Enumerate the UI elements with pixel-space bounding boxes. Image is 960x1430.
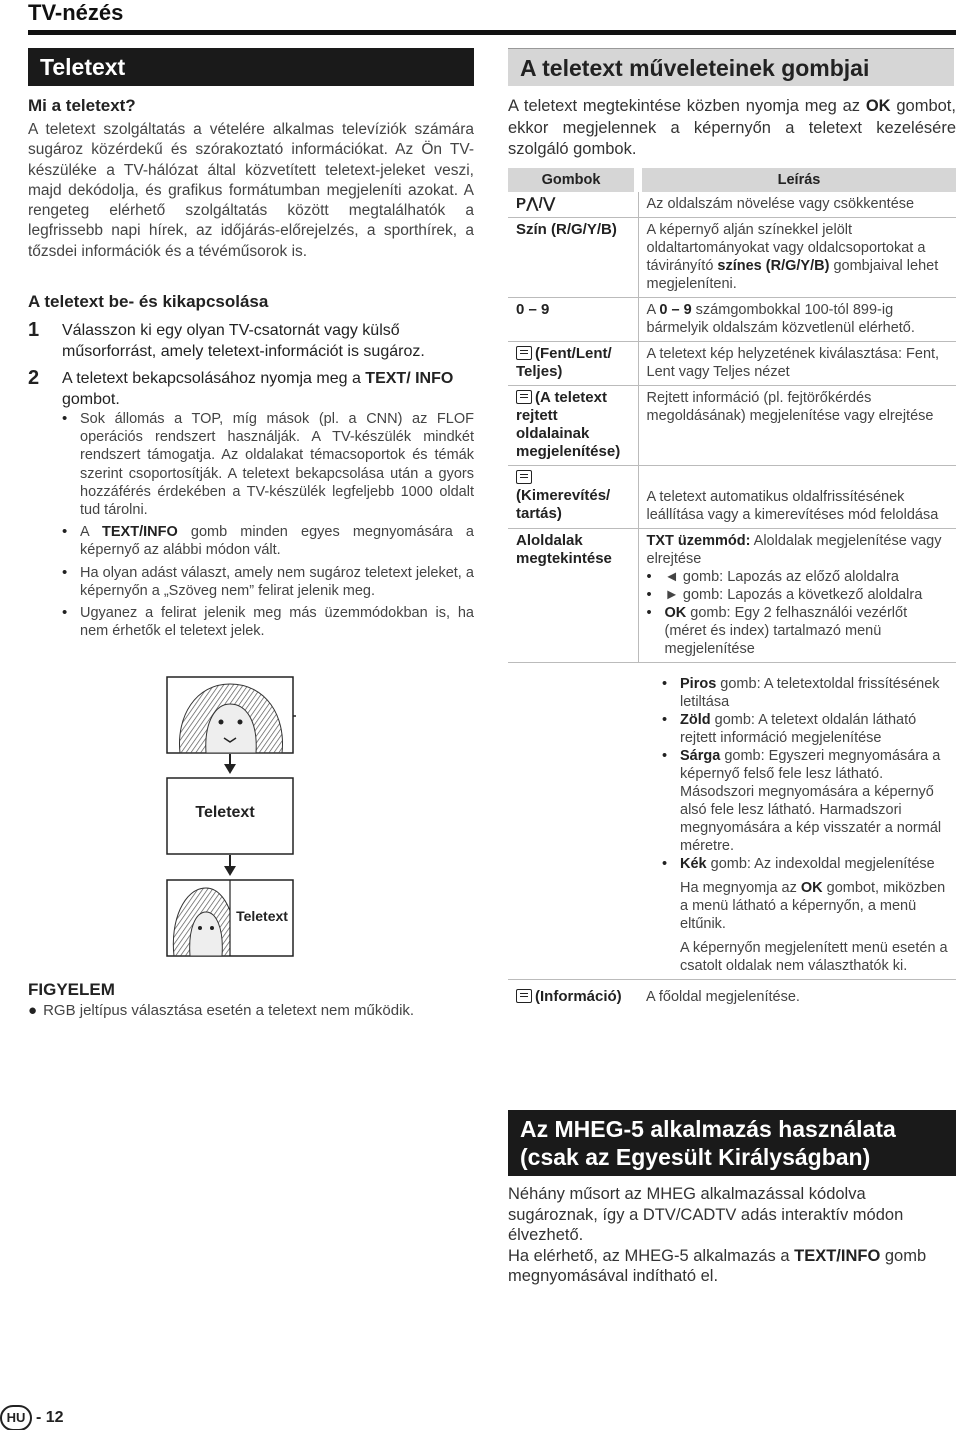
teletext-section-title: Teletext (28, 48, 474, 86)
list-item: • Kék gomb: Az indexoldal megjelenítése (662, 855, 950, 873)
list-item: • Sárga gomb: Egyszeri megnyomására a képernyő felső fele lesz látható. Másodszori megnyomására a képernyő alsó fele lesz látható. Harmadszori megnyomására a kép visszatér a normál méretre. (662, 747, 950, 855)
table-row: Aloldalak megtekintése TXT üzemmód: Aloldalak megjelenítése vagy elrejtése • ◄ gomb: Lapozás az előző aloldalra • ► gomb: Lapozás a következő aloldalra • OK gomb: Egy 2 felhasználói vezérlőt (méret és index) tartalmazó menü megjelenítése (508, 529, 956, 663)
page-footer (0, 1405, 64, 1430)
arrow-down-icon (224, 866, 236, 876)
teletext-buttons-table (508, 168, 956, 1010)
table-row: 0 – 9 A 0 – 9 számgombokkal 100-tól 899-ig bármelyik oldalszám közvetlenül elérhető. (508, 298, 956, 342)
list-item: • Zöld gomb: A teletext oldalán látható rejtett információ megjelenítése (662, 711, 950, 747)
text-info-key: TEXT/ INFO (365, 370, 454, 387)
teletext-intro-paragraph: A teletext szolgáltatás a vételére alkalmas televíziók számára sugároz közérdekű és szórakoztató információkat. Az Ön TV-készüléke a TV-hálózat által közvetített teletext-jeleket veszi, majd dekódolja, és grafikus formátumban megjeleníti azokat. A rengeteg elérhető szolgáltatás között megtalálhatók a legfrissebb napi hírek, az időjárás-előrejelzés, a sporthírek, a tőzsdei információk és a tévéműsorok is. (28, 121, 474, 260)
table-header-buttons: Gombok (508, 168, 638, 192)
list-item: • OK gomb: Egy 2 felhasználói vezérlőt (méret és index) tartalmazó menü megjelenítése (647, 604, 951, 658)
table-row: Szín (R/G/Y/B) A képernyő alján színekkel jelölt oldaltartományokat vagy oldalcsoportokat a távirányító színes (R/G/Y/B) gombjaival lehet megjeleníteni. (508, 218, 956, 298)
teletext-buttons-section-title: A teletext műveleteinek gombjai (508, 48, 954, 86)
list-item: • Ugyanez a felirat jelenik meg más üzemmódokban is, ha nem érhetők el teletext jelek. (62, 604, 474, 640)
list-item: • Piros gomb: A teletextoldal frissítésének letiltása (662, 675, 950, 711)
warning-text: ● RGB jeltípus választása esetén a teletext nem működik. (28, 1002, 415, 1019)
page-number: - 12 (36, 1409, 64, 1426)
teletext-mode-cycle-figure (166, 676, 296, 958)
list-item: • Sok állomás a TOP, míg mások (pl. a CNN) az FLOF operációs rendszert használják. A TV-készülék mindkét rendszert támogatja. Az oldalakat témacsoportok és témák szerint csoportosítják. A teletext bekapcsolása után a gyors hozzáférés érdekében a TV-készülék legfeljebb 1000 oldalt tud tárolni. (62, 410, 474, 519)
table-row: P⋀/⋁ Az oldalszám növelése vagy csökkentése (508, 192, 956, 218)
list-item: • ◄ gomb: Lapozás az előző aloldalra (647, 568, 951, 586)
figure-label-teletext: Teletext (195, 804, 255, 821)
list-item: • ► gomb: Lapozás a következő aloldalra (647, 586, 951, 604)
figure-label-teletext-split: Teletext (236, 908, 288, 924)
list-item: • Ha olyan adást választ, amely nem sugároz teletext jeleket, a képernyőn a „Szöveg nem” felirat jelenik meg. (62, 564, 474, 600)
table-row: (Kimerevítés/ tartás) A teletext automatikus oldalfrissítésének leállítása vagy a kimerevítéses mód feloldása (508, 466, 956, 529)
step-1 (28, 320, 474, 362)
teletext-buttons-intro: A teletext megtekintése közben nyomja meg az OK gombot, ekkor megjelennek a képernyőn a teletext kezelésére szolgáló gombok. (508, 97, 956, 158)
table-row: (Fent/Lent/ Teljes) A teletext kép helyzetének kiválasztása: Fent, Lent vagy Teljes nézet (508, 342, 956, 386)
position-icon (516, 346, 532, 360)
table-row: • Piros gomb: A teletextoldal frissítésének letiltása • Zöld gomb: A teletext oldalán látható rejtett információ megjelenítése • Sárga gomb: Egyszeri megnyomására a képernyő felső fele lesz látható. Másodszori megnyomására a képernyő alsó fele lesz látható. Harmadszori megnyomására a kép visszatér a normál méretre. • Kék gomb: Az indexoldal megjelenítése Ha megnyomja az OK gombot, miközben a menü látható a képernyőn, a menü eltűnik. A képernyőn megjelenített menü esetén a csatolt oldalak nem választhatók ki. (508, 663, 956, 980)
teletext-onoff-heading: A teletext be- és kikapcsolása (28, 292, 269, 311)
page-header-title: TV-nézés (28, 0, 124, 25)
step-1-number: 1 (28, 319, 40, 341)
step-2-text: A teletext bekapcsolásához nyomja meg a TEXT/ INFO gombot. (62, 370, 454, 408)
lion-picture-frame (167, 677, 293, 753)
step-2-number: 2 (28, 367, 40, 389)
table-row: (Információ) A főoldal megjelenítése. (508, 980, 956, 1011)
list-item: • A TEXT/INFO gomb minden egyes megnyomására a képernyő az alábbi módon vált. (62, 523, 474, 559)
reveal-icon (516, 390, 532, 404)
mheg-paragraph: Néhány műsort az MHEG alkalmazással kódolva sugároznak, így a DTV/CADTV adás interaktív módon élvezhető. Ha elérhető, az MHEG-5 alkalmazás a TEXT/INFO gomb megnyomásával indítható el. (508, 1185, 927, 1285)
what-is-teletext-heading: Mi a teletext? (28, 96, 136, 115)
warning-heading: FIGYELEM (28, 980, 115, 999)
teletext-notes-list (62, 410, 474, 644)
hold-icon (516, 470, 532, 484)
step-1-text: Válasszon ki egy olyan TV-csatornát vagy külső műsorforrást, amely teletext-információt is sugároz. (62, 322, 425, 360)
step-2 (28, 368, 474, 410)
header-rule (28, 30, 956, 35)
table-header-description: Leírás (638, 168, 956, 192)
info-icon (516, 989, 532, 1003)
language-badge: HU (0, 1405, 32, 1430)
mheg-section-title: Az MHEG-5 alkalmazás használata (csak az Egyesült Királyságban) (508, 1110, 956, 1176)
arrow-down-icon (224, 764, 236, 774)
table-row: (A teletext rejtett oldalainak megjelenítése) Rejtett információ (pl. fejtörőkérdés megoldásának) megjelenítése vagy elrejtése (508, 386, 956, 466)
